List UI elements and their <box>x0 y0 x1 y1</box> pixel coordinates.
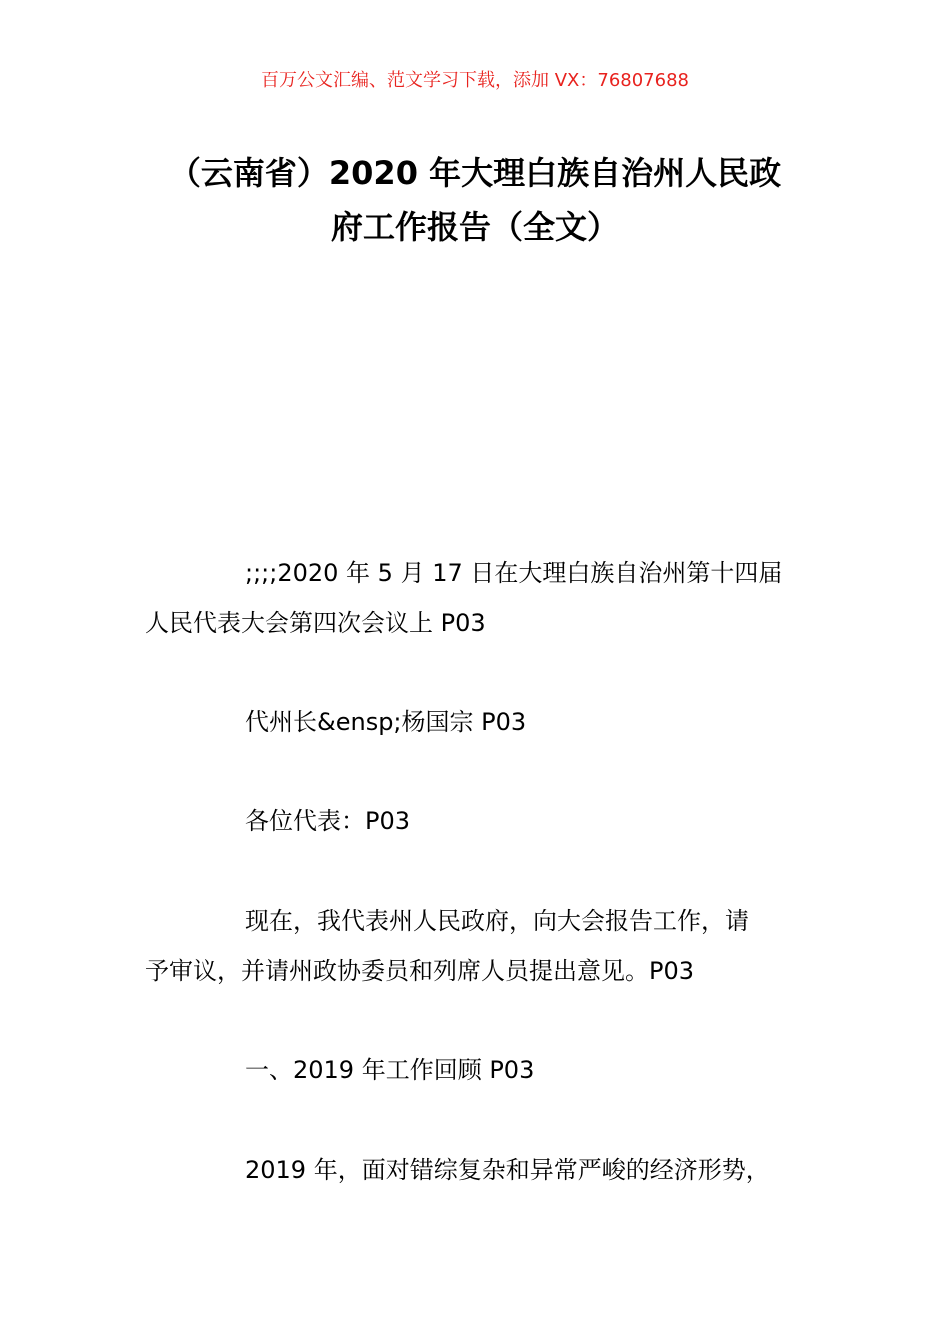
paragraph-line: 2019 年，面对错综复杂和异常严峻的经济形势， <box>245 1156 770 1184</box>
section-heading-review <box>145 1045 807 1095</box>
paragraph-line: 代州长&ensp;杨国宗 P03 <box>245 708 527 736</box>
paragraph-line: ;;;;2020 年 5 月 17 日在大理白族自治州第十四届 <box>245 559 783 587</box>
paragraph-salutation <box>145 796 807 846</box>
paragraph-line: 现在，我代表州人民政府，向大会报告工作，请 <box>245 907 749 935</box>
header-watermark-note: 百万公文汇编、范文学习下载，添加 VX：76807688 <box>261 70 689 91</box>
paragraph-line: 各位代表：P03 <box>245 807 411 835</box>
title-line-1: （云南省）2020 年大理白族自治州人民政 <box>168 154 782 192</box>
document-title <box>145 146 805 254</box>
paragraph-review-start <box>145 1145 807 1195</box>
paragraph-line: 一、2019 年工作回顾 P03 <box>245 1056 535 1084</box>
paragraph-speaker <box>145 697 807 747</box>
paragraph-introduction <box>145 896 807 996</box>
paragraph-meeting-info <box>145 548 807 648</box>
paragraph-line: 予审议，并请州政协委员和列席人员提出意见。P03 <box>145 957 695 985</box>
paragraph-line: 人民代表大会第四次会议上 P03 <box>145 609 486 637</box>
title-line-2: 府工作报告（全文） <box>330 208 619 246</box>
